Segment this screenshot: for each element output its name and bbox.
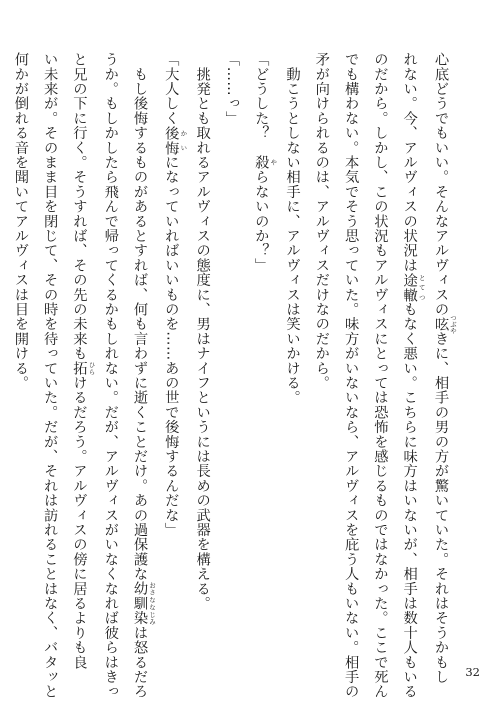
text-line (35, 52, 64, 699)
text-segment: 挑発とも取れるアルヴィスの態度に、男はナイフというには長めの武器を構える。 (194, 52, 211, 611)
text-segment: のだから。しかし、この状況もアルヴィスにとっては恐怖を感じるものではなかった。ここで死ん (372, 52, 389, 699)
ruby-text: かい (179, 125, 188, 155)
text-segment: い未来が。そのまま目を閉じて、その時を待っていた。だが、それは訪れることはなく、バタッと (42, 52, 59, 699)
text-segment: らないのか？」 (253, 169, 270, 273)
text-segment: 「大人しく (163, 52, 180, 126)
ruby-annotation (253, 154, 278, 170)
text-line (365, 52, 394, 699)
text-line (125, 52, 157, 699)
text-segment: は怒るだろ (132, 625, 149, 699)
text-line (95, 52, 124, 699)
ruby-annotation (71, 360, 96, 376)
text-segment: きに、相手の男の方が驚いていた。それはそうかもし (433, 331, 449, 685)
ruby-text: や (269, 154, 278, 170)
text-segment: と兄の下に行く。そうすれば、その先の未来も (71, 52, 88, 361)
ruby-base: 後悔 (163, 125, 180, 155)
text-segment: もなく悪い。こちらに味方はいないが、相手は数十人もいる (401, 301, 418, 699)
ruby-text: おさななじみ (148, 581, 157, 626)
text-segment: もし後悔するものがあるとすれば、何も言わずに逝くことだけ。あの過保護な (132, 52, 149, 582)
text-line (0, 52, 6, 648)
text-line (64, 52, 96, 670)
ruby-text: つぶや (449, 314, 457, 334)
vertical-text-body (12, 52, 457, 699)
text-line (187, 52, 216, 648)
text-segment: うか。もしかしたら飛んで帰ってくるかもしれない。だが、アルヴィスがいなくなれば彼らはきっ (102, 52, 119, 699)
ruby-text: ひら (87, 360, 96, 376)
text-line (426, 52, 457, 685)
text-line (246, 52, 277, 648)
text-segment: けるだろう。アルヴィスの傍に居るよりも良 (71, 375, 88, 670)
ruby-base: 幼馴染 (132, 581, 149, 626)
page-number: 32 (465, 665, 480, 679)
ruby-base: 途轍 (401, 272, 418, 302)
text-segment: でも構わない。本気でそう思っていた。味方がいないなら、アルヴィスを庇う人もいない。相手の (343, 52, 360, 699)
ruby-annotation (433, 314, 457, 334)
text-segment: になっていればいいものを……あの世で後悔するんだな」 (163, 154, 180, 538)
ruby-base: 殺 (253, 154, 270, 170)
text-line (307, 52, 336, 648)
text-segment: 「……っ」 (223, 52, 240, 126)
text-line (217, 52, 246, 648)
ruby-base: 拓 (71, 360, 88, 376)
ruby-annotation (163, 125, 188, 155)
ruby-annotation (132, 581, 157, 626)
text-segment: 「どうした？ (253, 52, 270, 155)
text-line (394, 52, 426, 699)
ruby-annotation (401, 272, 426, 302)
text-line (156, 52, 187, 648)
text-segment: 心底どうでもいい。そんなアルヴィスの (433, 52, 449, 317)
text-segment: 何かが倒れる音を聞いてアルヴィスは目を開ける。 (12, 52, 29, 391)
text-segment: 動こうとしない相手に、アルヴィスは笑いかける。 (284, 52, 301, 405)
text-segment: れない。今、アルヴィスの状況は (401, 52, 418, 273)
text-line (336, 52, 365, 699)
ruby-base: 呟 (433, 314, 449, 334)
text-line (6, 52, 35, 648)
text-segment: 矛が向けられるのは、アルヴィスだけなのだから。 (313, 52, 330, 391)
ruby-text: とてつ (417, 272, 426, 302)
text-line (277, 52, 306, 648)
